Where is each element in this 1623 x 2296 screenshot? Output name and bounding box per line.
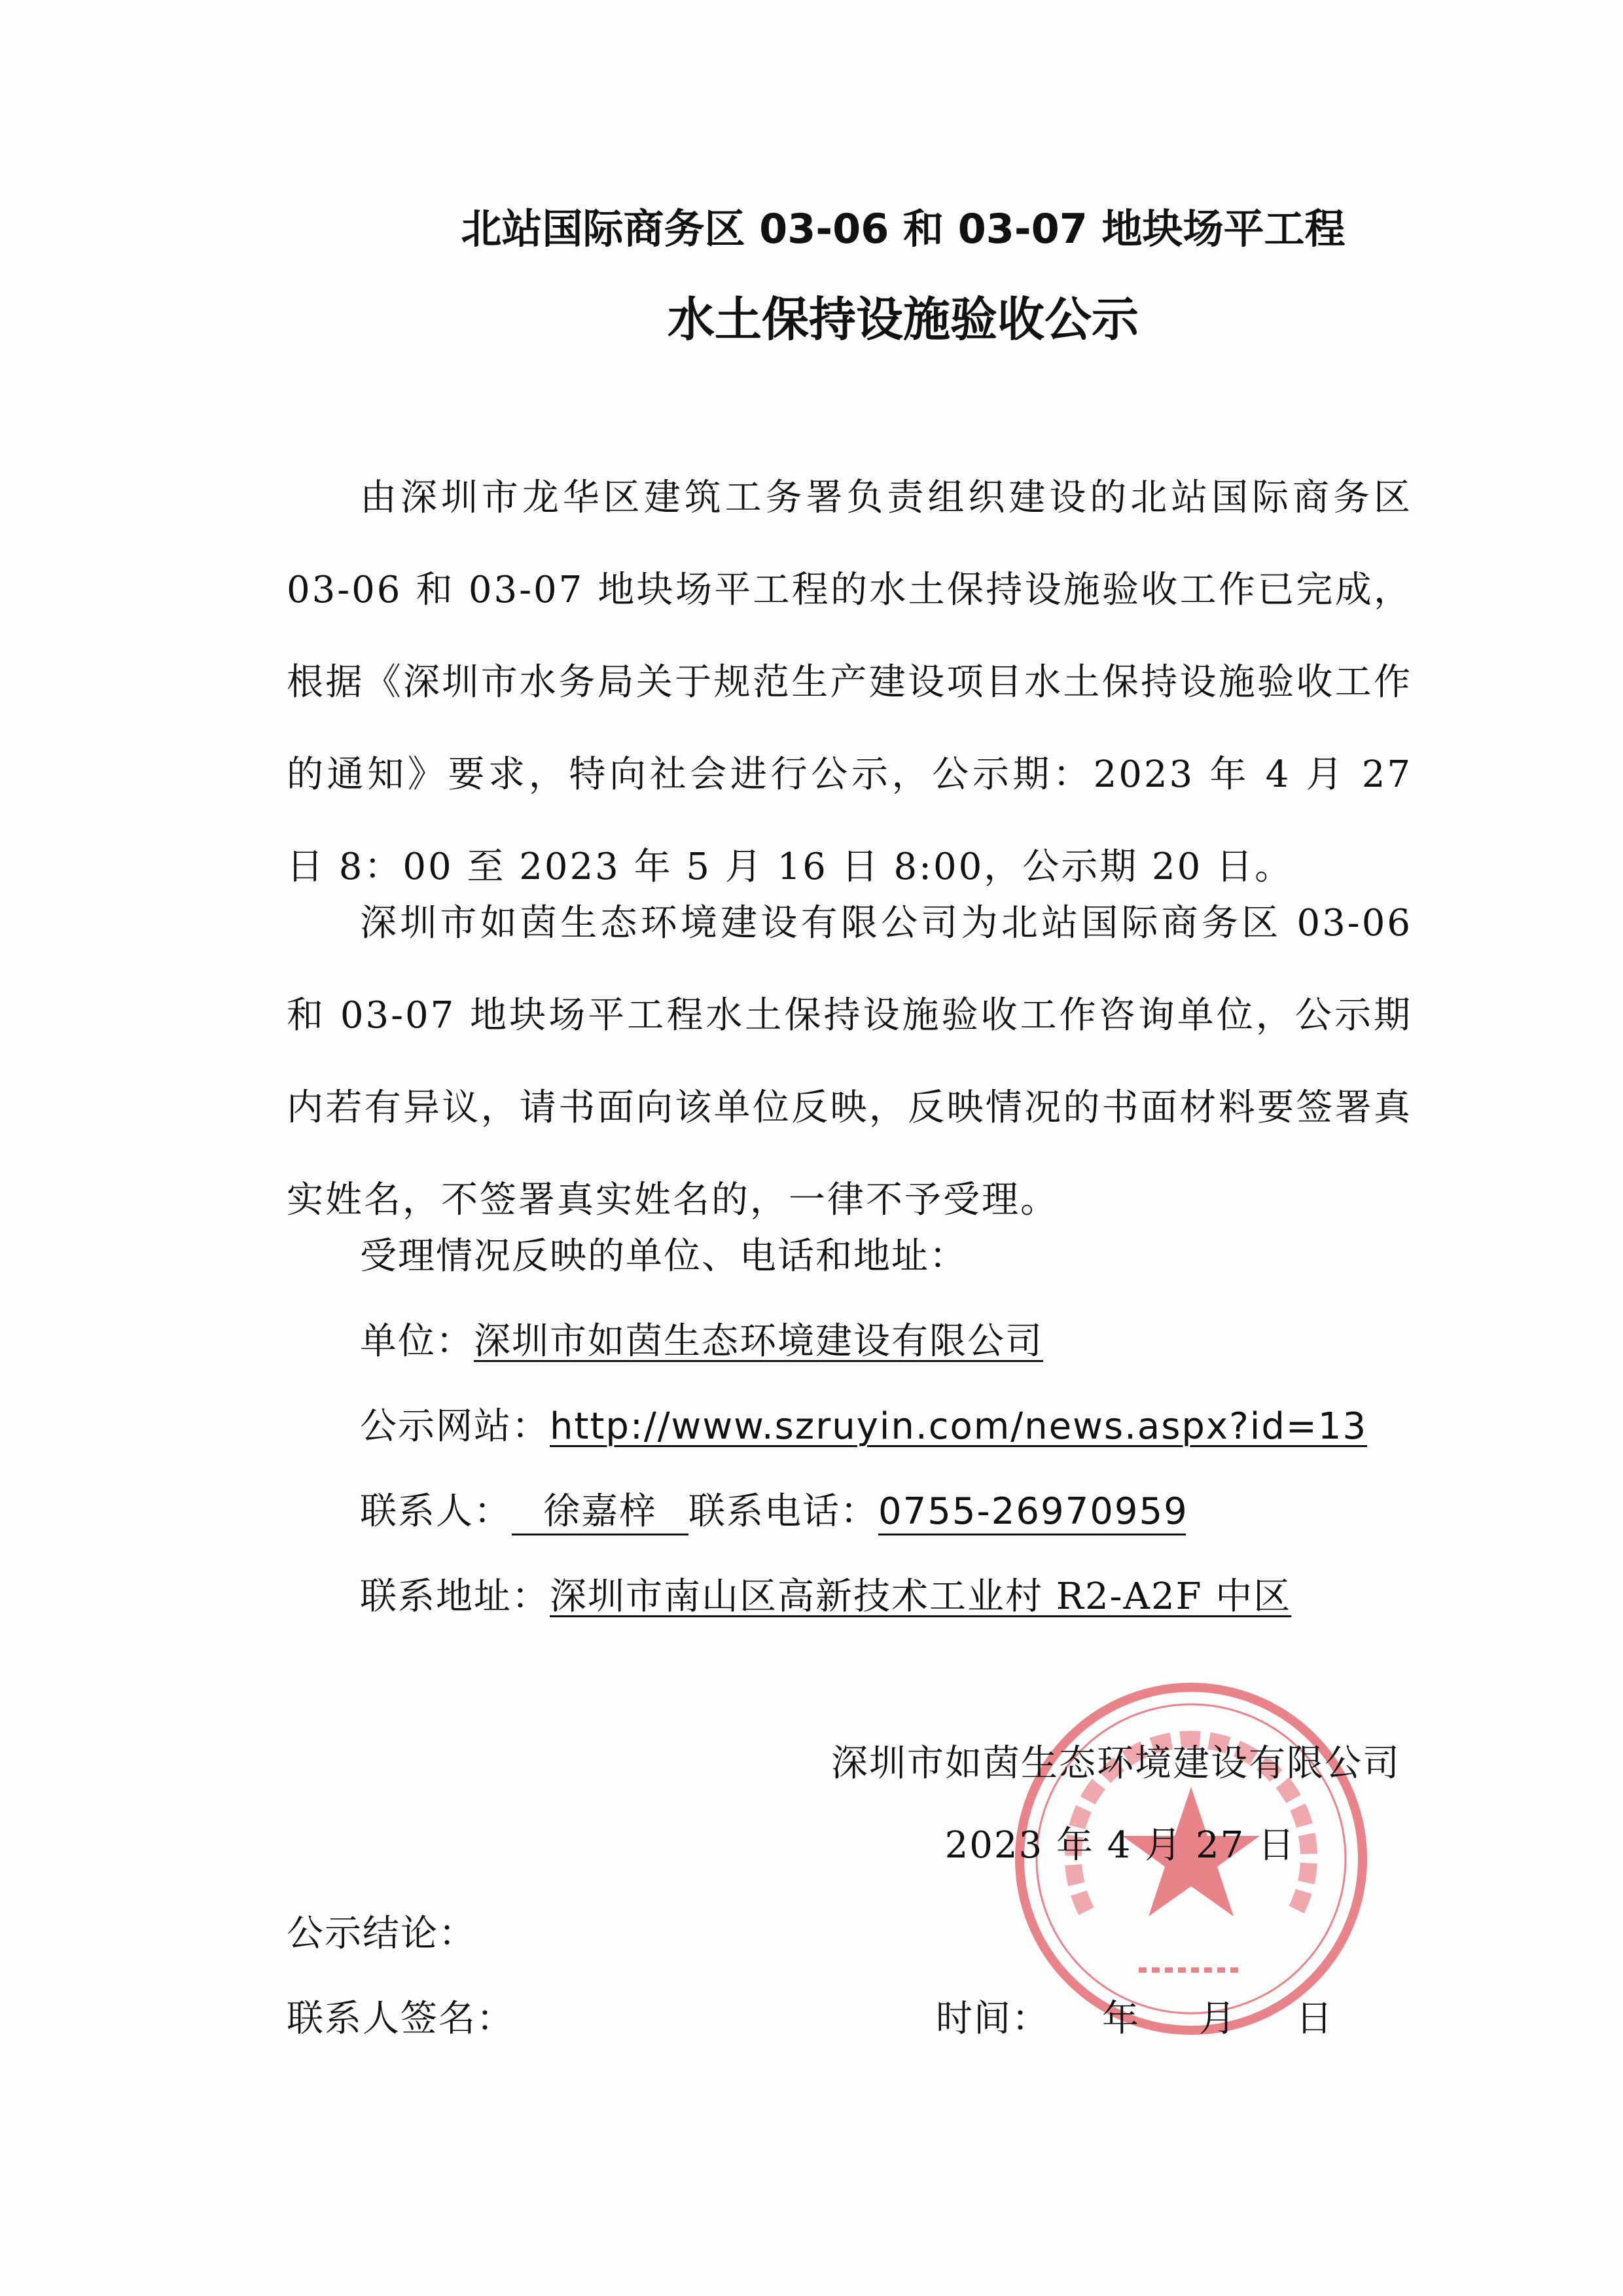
person-label: 联系人： [360, 1490, 512, 1533]
paragraph-consultant: 深圳市如茵生态环境建设有限公司为北站国际商务区 03-06 和 03-07 地块场平工程水土保持设施验收工作咨询单位，公示期内若有异议，请书面向该单位反映，反映情况的书面材料要签署真实姓名，不签署真实姓名的，一律不予受理。 [287, 902, 1412, 1221]
time-field [936, 1990, 1334, 2042]
unit-value: 深圳市如茵生态环境建设有限公司 [474, 1320, 1043, 1363]
paragraph-notice: 由深圳市龙华区建筑工务署负责组织建设的北站国际商务区03-06 和 03-07 地块场平工程的水土保持设施验收工作已完成，根据《深圳市水务局关于规范生产建设项目水土保持设施验收工作的通知》要求，特向社会进行公示，公示期：2023 年 4 月 27 日 8：00 至 2023 年 5 月 16 日 8:00，公示期 20 日。 [287, 476, 1412, 888]
year-label: 年 [1102, 1998, 1140, 2040]
signer-company: 深圳市如茵生态环境建设有限公司 [831, 1742, 1400, 1785]
conclusion-label: 公示结论： [287, 1912, 476, 1955]
phone-value: 0755-26970959 [878, 1490, 1186, 1535]
address-value: 深圳市南山区高新技术工业村 R2-A2F 中区 [550, 1575, 1292, 1618]
contact-address-row [360, 1568, 1291, 1620]
contact-intro: 受理情况反映的单位、电话和地址： [360, 1235, 967, 1278]
address-label: 联系地址： [360, 1575, 550, 1618]
time-label: 时间： [936, 1998, 1050, 2040]
title-line-2: 水土保持设施验收公示 [667, 292, 1139, 347]
signer-date: 2023 年 4 月 27 日 [944, 1824, 1296, 1867]
site-label: 公示网站： [360, 1405, 550, 1448]
site-link[interactable]: http://www.szruyin.com/news.aspx?id=13 [550, 1405, 1368, 1448]
contact-unit-row [360, 1312, 1043, 1365]
signature-label: 联系人签名： [287, 1998, 514, 2040]
unit-label: 单位： [360, 1320, 474, 1363]
day-label: 日 [1296, 1998, 1334, 2040]
contact-site-row [360, 1397, 1367, 1450]
person-value: 徐嘉梓 [512, 1490, 688, 1535]
title-line-1: 北站国际商务区 03-06 和 03-07 地块场平工程 [461, 205, 1346, 253]
contact-person-row [360, 1482, 1186, 1535]
month-label: 月 [1199, 1998, 1237, 2040]
phone-label: 联系电话： [688, 1490, 878, 1533]
